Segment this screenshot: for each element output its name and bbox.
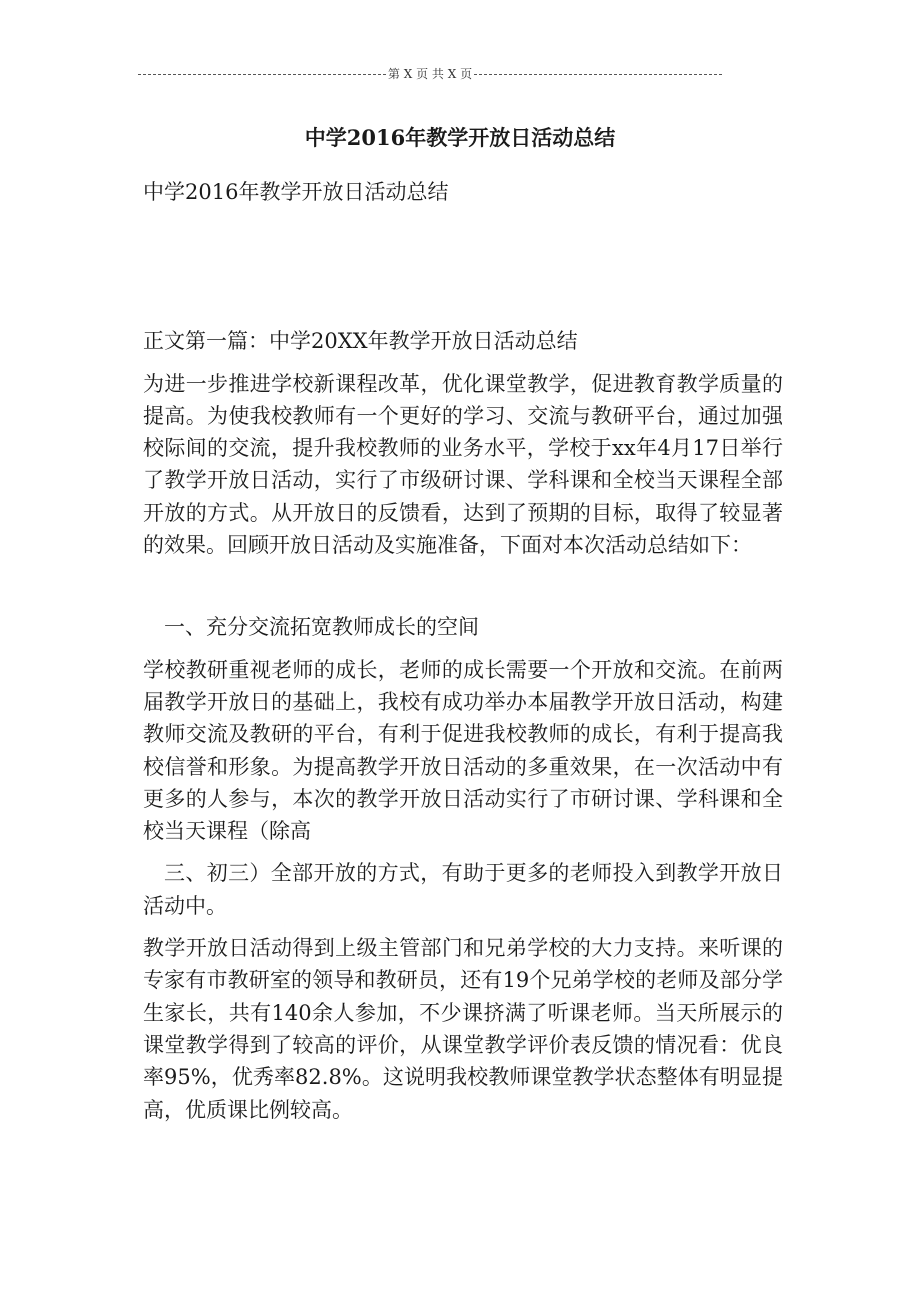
page-count-label: 第 X 页 共 X 页	[387, 67, 473, 81]
support-feedback-paragraph: 教学开放日活动得到上级主管部门和兄弟学校的大力支持。来听课的专家有市教研室的领导和教研员，还有19个兄弟学校的老师及部分学生家长，共有140余人参加，不少课挤满了听课老师。当天所展示的课堂教学得到了较高的评价，从课堂教学评价表反馈的情况看：优良率95%，优秀率82.8%。这说明我校教师课堂教学状态整体有明显提高，优质课比例较高。	[143, 936, 783, 1122]
document-subtitle: 中学2016年教学开放日活动总结	[143, 180, 449, 204]
page-header	[138, 66, 722, 82]
open-mode-paragraph: 三、初三）全部开放的方式，有助于更多的老师投入到教学开放日活动中。	[143, 861, 783, 918]
intro-paragraph: 为进一步推进学校新课程改革，优化课堂教学，促进教育教学质量的提高。为使我校教师有一个更好的学习、交流与教研平台，通过加强校际间的交流，提升我校教师的业务水平，学校于xx年4月17日举行了教学开放日活动，实行了市级研讨课、学科课和全校当天课程全部开放的方式。从开放日的反馈看，达到了预期的目标，取得了较显著的效果。回顾开放日活动及实施准备，下面对本次活动总结如下：	[143, 371, 783, 558]
document-title: 中学2016年教学开放日活动总结	[304, 125, 616, 150]
teacher-growth-paragraph: 学校教研重视老师的成长，老师的成长需要一个开放和交流。在前两届教学开放日的基础上，我校有成功举办本届教学开放日活动，构建教师交流及教研的平台，有利于促进我校教师的成长，有利于提高我校信誉和形象。为提高教学开放日活动的多重效果，在一次活动中有更多的人参与，本次的教学开放日活动实行了市研讨课、学科课和全校当天课程（除高	[143, 657, 783, 844]
header-dash-right	[474, 74, 722, 75]
document-body	[143, 176, 783, 1126]
header-dash-left	[138, 74, 386, 75]
first-article-heading: 正文第一篇：中学20XX年教学开放日活动总结	[143, 329, 578, 354]
section-one-heading: 一、充分交流拓宽教师成长的空间	[164, 615, 479, 640]
